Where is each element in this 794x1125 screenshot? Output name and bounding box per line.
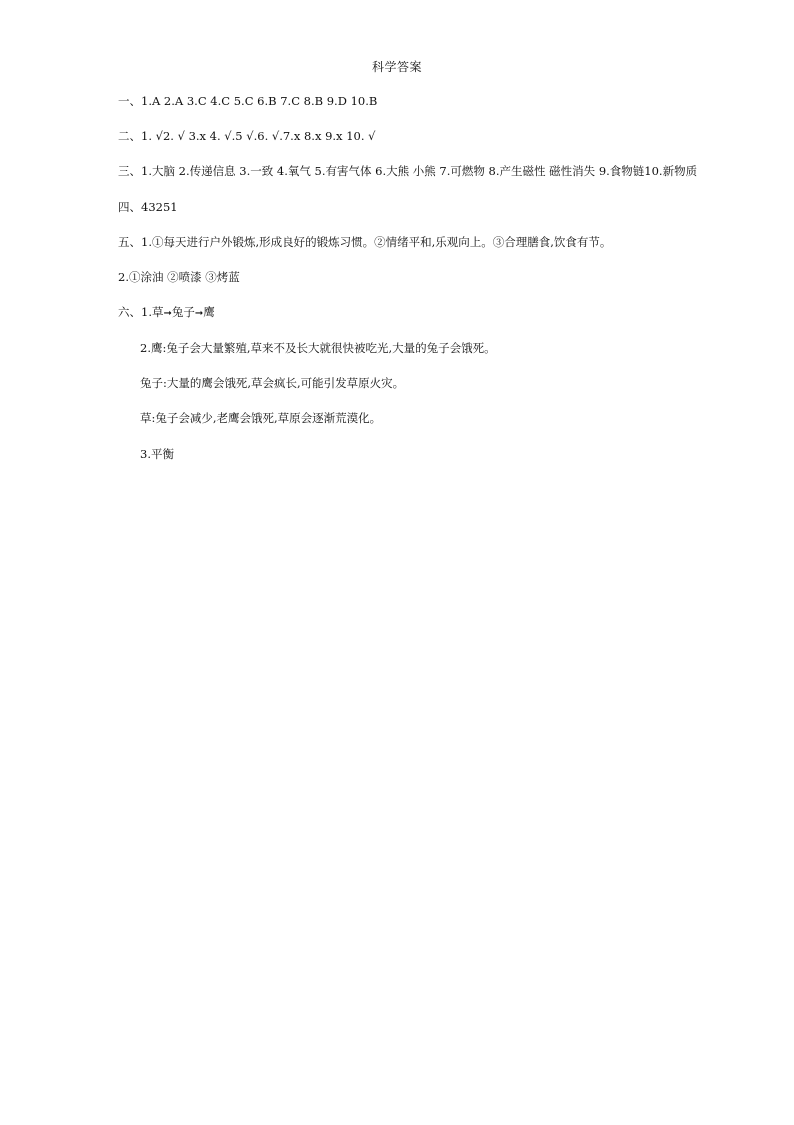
section-6-answer-3: 3.平衡: [140, 447, 174, 461]
page-title: 科学答案: [371, 60, 422, 74]
section-3-answers: 三、1.大脑 2.传递信息 3.一致 4.氧气 5.有害气体 6.大熊 小熊 7.可燃物 8.产生磁性 磁性消失 9.食物链10.新物质: [118, 164, 698, 178]
section-1-answers: 一、1.A 2.A 3.C 4.C 5.C 6.B 7.C 8.B 9.D 10.B: [118, 94, 378, 108]
arrow-right-icon: ➞: [163, 308, 172, 319]
food-chain-item-hawk: 鹰: [203, 305, 215, 319]
section-6-answer-2: 2.鹰:兔子会大量繁殖,草来不及长大就很快被吃光,大量的兔子会饿死。: [140, 341, 496, 355]
section-5-answer-1: 五、1.①每天进行户外锻炼,形成良好的锻炼习惯。②情绪平和,乐观向上。③合理膳食,饮食有节。: [118, 235, 612, 249]
section-6-rabbit-answer: 兔子:大量的鹰会饿死,草会疯长,可能引发草原火灾。: [140, 376, 405, 390]
section-6-grass-answer: 草:兔子会减少,老鹰会饿死,草原会逐渐荒漠化。: [140, 411, 382, 425]
section-6-food-chain: [118, 304, 215, 322]
arrow-right-icon: ➞: [194, 308, 204, 319]
section-2-answers: 二、1. √2. √ 3.x 4. √.5 √.6. √.7.x 8.x 9.x 10. √: [118, 129, 376, 143]
food-chain-item-rabbit: 兔子: [171, 305, 195, 319]
section-6-label: 六、1.: [118, 305, 152, 319]
section-4-answers: 四、43251: [118, 200, 178, 214]
section-5-answer-2: 2.①涂油 ②喷漆 ③烤蓝: [118, 270, 240, 284]
food-chain-item-grass: 草: [151, 305, 164, 319]
